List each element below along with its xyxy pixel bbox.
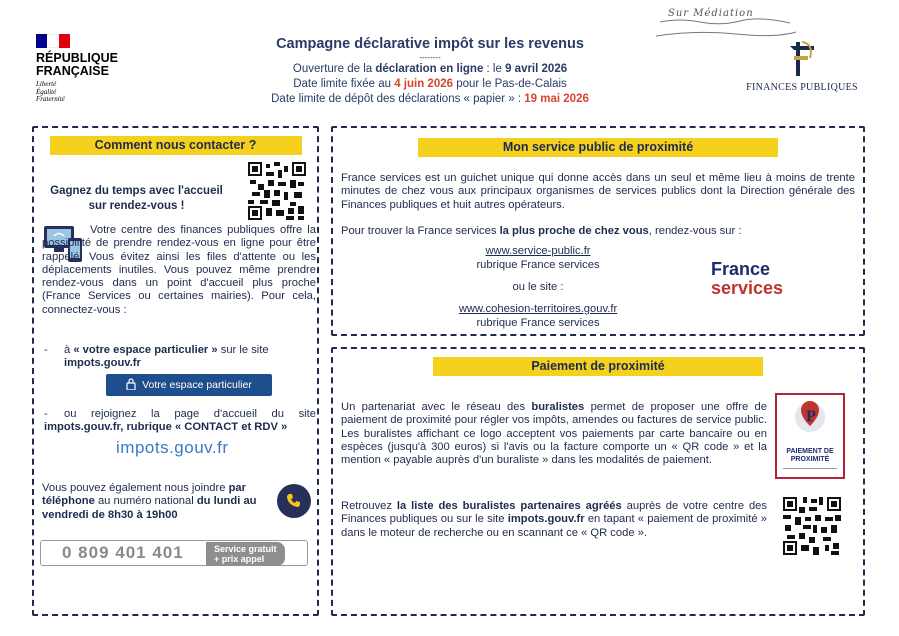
paiement-proximite-pin-icon [777, 395, 843, 443]
paiement-section [331, 347, 865, 616]
svg-text:P: P [806, 408, 816, 425]
bullet-espace-particulier: - à « votre espace particulier » sur le site impots.gouv.fr [44, 344, 269, 370]
buralistes-list-text: Retrouvez la liste des buralistes partenaires agréés auprès de votre centre des Finances publiques ou sur le site impots.gouv.fr en tapant « paiement de proximité » dans le moteur de recherche ou en scannant ce « QR code ». [341, 500, 767, 539]
republique-motto: Liberté Égalité Fraternité [36, 80, 65, 103]
buralistes-qr-code[interactable] [783, 497, 841, 555]
rdv-heading: Gagnez du temps avec l'accueil sur rendez-vous ! [50, 185, 223, 212]
phone-pricing-tag: Service gratuit + prix appel [206, 542, 285, 566]
title-separator: -------- [419, 53, 441, 62]
service-public-link[interactable]: www.service-public.fr [485, 245, 591, 257]
french-flag-icon [36, 34, 70, 48]
phone-contact-text: Vous pouvez également nous joindre par téléphone au numéro national du lundi au vendredi de 8h30 à 19h00 [42, 482, 257, 521]
contact-section [32, 126, 319, 616]
finances-publiques-emblem-icon [782, 40, 822, 80]
phone-number[interactable]: 0 809 401 401 [62, 543, 184, 562]
paiement-section-title: Paiement de proximité [433, 357, 763, 376]
paiement-proximite-logo: P PAIEMENT DE PROXIMITÉ [775, 393, 845, 479]
proximite-section [331, 126, 865, 336]
finances-publiques-logo [742, 40, 862, 93]
deadline-paper: Date limite de dépôt des déclarations « papier » : 19 mai 2026 [271, 93, 589, 105]
document-title: Campagne déclarative impôt sur les revenus [276, 36, 584, 52]
espace-particulier-button-label: Votre espace particulier [142, 379, 252, 391]
republique-francaise-logo [36, 34, 118, 104]
finances-publiques-name: FINANCES PUBLIQUES [746, 82, 858, 93]
lock-icon [126, 378, 136, 393]
impots-gouv-logo: impots.gouv.fr [116, 438, 229, 457]
service-public-rubric: rubrique France services [476, 259, 600, 271]
france-services-description: France services est un guichet unique qui donne accès dans un seul et même lieu à moins de trente minutes de chez vous aux principaux organismes de services publics dont la Direction générale des Finances publiques et huit autres opérateurs. [341, 172, 855, 211]
rdv-description: Votre centre des finances publiques offre la possibilité de prendre rendez-vous en ligne pour être rappelé. Vous évitez ainsi les files d'attente ou les déplacements inutiles. Vous pouvez même prendre rendez-vous dans un point d'accueil plus proche (France Services ou certaines mairies). Pour cela, connectez-vous : [42, 224, 316, 316]
online-declaration-date: Ouverture de la déclaration en ligne : le 9 avril 2026 [292, 63, 568, 75]
france-services-logo: France services [711, 259, 784, 298]
rdv-qr-code[interactable] [248, 162, 306, 220]
bullet-contact-rdv: - ou rejoignez la page d'accueil du site impots.gouv.fr, rubrique « CONTACT et RDV » [44, 408, 316, 434]
paiement-description: Un partenariat avec le réseau des buralistes permet de proposer une offre de paiement de proximité pour régler vos impôts, amendes ou factures de service public. Les buralistes affichant ce logo acceptent vos paiements par carte bancaire ou en espèces (jusqu'à 300 euros) si l'avis ou la facture comporte un « QR code » et la mention « payable auprès d'un buraliste » dans les modalités de paiement. [341, 401, 767, 467]
deadline-online: Date limite fixée au 4 juin 2026 pour le Pas-de-Calais [293, 78, 567, 90]
cohesion-territoires-rubric: rubrique France services [476, 317, 600, 329]
or-site-label: ou le site : [512, 281, 564, 293]
phone-icon [277, 484, 311, 518]
contact-section-title: Comment nous contacter ? [50, 136, 302, 155]
handwritten-note: Sur Médiation [668, 8, 754, 19]
espace-particulier-button[interactable] [106, 374, 272, 396]
cohesion-territoires-link[interactable]: www.cohesion-territoires.gouv.fr [458, 303, 618, 315]
paiement-logo-footer [783, 468, 837, 474]
france-services-links [423, 244, 653, 330]
document-header [240, 36, 620, 107]
find-france-services-text: Pour trouver la France services la plus proche de chez vous, rendez-vous sur : [341, 225, 742, 237]
proximite-section-title: Mon service public de proximité [418, 138, 778, 157]
republique-title: RÉPUBLIQUE FRANÇAISE [36, 51, 118, 78]
